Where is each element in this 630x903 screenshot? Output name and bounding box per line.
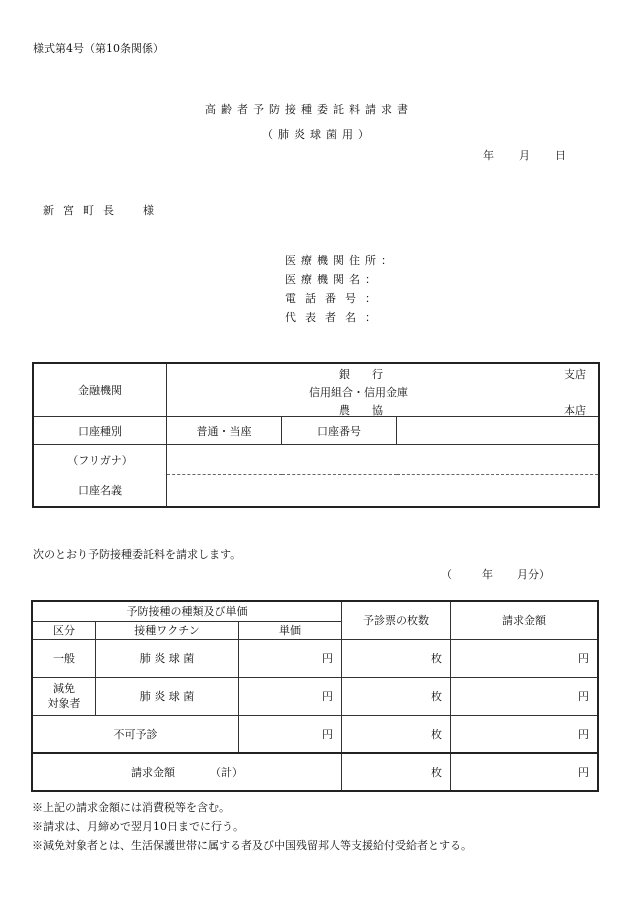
agri-coop-text: 農 協	[339, 404, 383, 417]
vaccine-type-header: 予防接種の種類及び単価	[32, 601, 342, 621]
row-amount[interactable]: 円	[451, 677, 599, 715]
unit-price-header: 単価	[239, 621, 342, 639]
row-amount[interactable]: 円	[451, 639, 599, 677]
total-label: 請求金額	[131, 766, 175, 779]
no-exam-unit-price[interactable]: 円	[239, 715, 342, 753]
furigana-field[interactable]	[167, 445, 600, 475]
total-count[interactable]: 枚	[342, 753, 451, 791]
form-subtitle: （肺炎球菌用）	[262, 128, 374, 141]
no-exam-count[interactable]: 枚	[342, 715, 451, 753]
head-office-text: 本店	[564, 404, 586, 417]
account-name-label: 口座名義	[33, 475, 167, 507]
period-month: 月分）	[517, 568, 550, 581]
table-row	[32, 715, 598, 753]
phone-label: 電話番号：	[285, 292, 385, 305]
total-label-cell	[32, 753, 342, 791]
institution-name-label: 医療機関名：	[285, 273, 381, 286]
note-exemption: ※減免対象者とは、生活保護世帯に属する者及び中国残留邦人等支援給付受給者とする。	[32, 839, 472, 852]
row-count[interactable]: 枚	[342, 677, 451, 715]
row-unit-price[interactable]: 円	[239, 639, 342, 677]
account-type-value[interactable]: 普通・当座	[167, 417, 282, 445]
row-unit-price[interactable]: 円	[239, 677, 342, 715]
date-day: 日	[555, 149, 566, 162]
total-row	[32, 753, 598, 791]
amount-header: 請求金額	[451, 601, 599, 639]
period-year: 年	[482, 568, 493, 581]
no-exam-label: 不可予診	[32, 715, 239, 753]
note-tax: ※上記の請求金額には消費税等を含む。	[32, 801, 230, 814]
table-row	[32, 639, 598, 677]
row-count[interactable]: 枚	[342, 639, 451, 677]
count-header: 予診票の枚数	[342, 601, 451, 639]
furigana-label: （フリガナ）	[33, 445, 167, 475]
request-statement: 次のとおり予防接種委託料を請求します。	[33, 548, 242, 561]
account-number-label: 口座番号	[282, 417, 397, 445]
form-id: 様式第4号（第10条関係）	[33, 42, 164, 55]
no-exam-amount[interactable]: 円	[451, 715, 599, 753]
institution-cell[interactable]	[167, 363, 600, 417]
vaccine-header: 接種ワクチン	[96, 621, 239, 639]
note-deadline: ※請求は、月締めで翌月10日までに行う。	[32, 820, 244, 833]
row-vaccine: 肺 炎 球 菌	[96, 677, 239, 715]
bank-table	[32, 362, 600, 508]
category-header: 区分	[32, 621, 96, 639]
branch-text: 支店	[564, 368, 586, 381]
account-type-label: 口座種別	[33, 417, 167, 445]
addressee: 新宮町長 様	[43, 204, 163, 217]
date-month: 月	[519, 149, 530, 162]
row-category: 一般	[32, 639, 96, 677]
account-name-field[interactable]	[167, 475, 600, 507]
account-number-field[interactable]	[397, 417, 600, 445]
total-amount[interactable]: 円	[451, 753, 599, 791]
representative-label: 代表者名：	[285, 311, 385, 324]
request-table	[31, 600, 599, 792]
period-open: （	[441, 568, 452, 581]
row-vaccine: 肺 炎 球 菌	[96, 639, 239, 677]
form-title: 高齢者予防接種委託料請求書	[205, 103, 413, 116]
table-row	[32, 677, 598, 715]
bank-text: 銀 行	[339, 368, 383, 381]
total-calc: （計）	[210, 766, 243, 779]
date-year: 年	[483, 149, 494, 162]
address-label: 医療機関住所：	[285, 254, 397, 267]
row-category: 減免 対象者	[32, 677, 96, 715]
institution-label: 金融機関	[33, 363, 167, 417]
credit-union-text: 信用組合・信用金庫	[309, 386, 408, 399]
